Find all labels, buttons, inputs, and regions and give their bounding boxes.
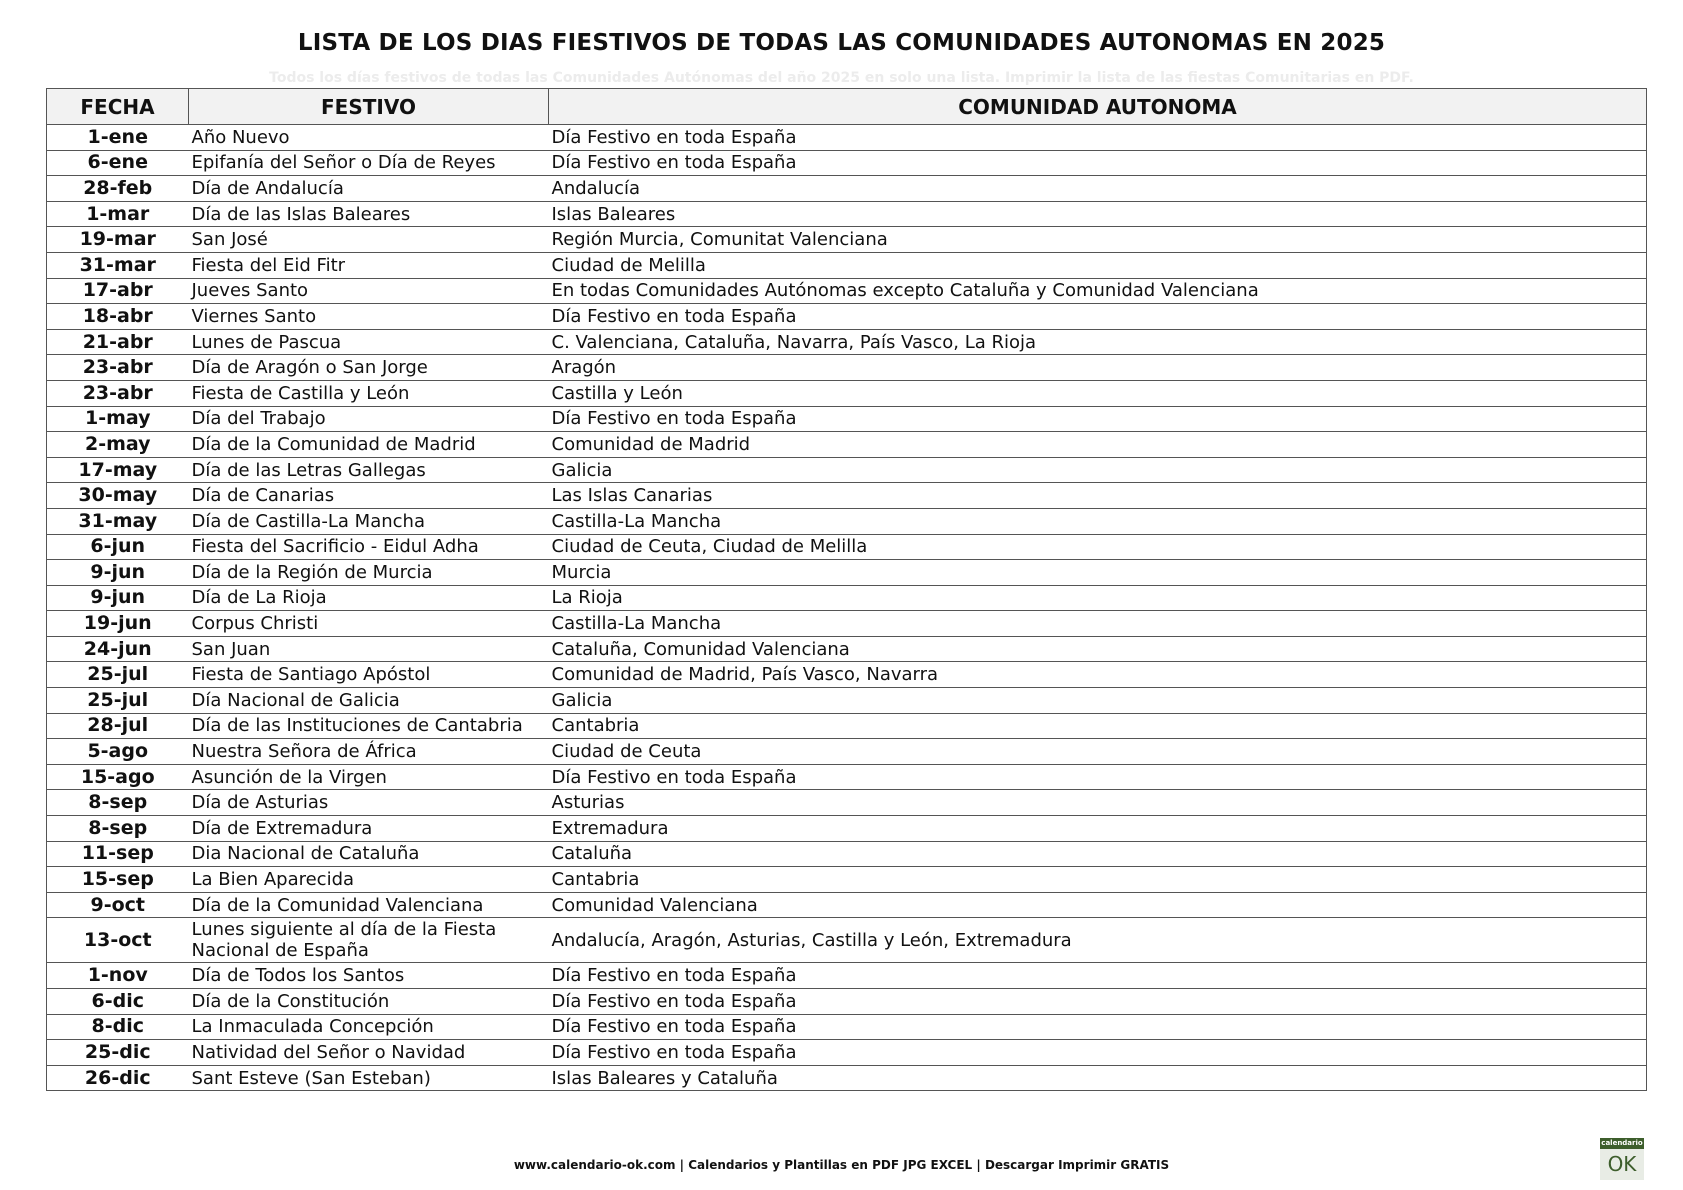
row-fecha: 17-abr (47, 278, 189, 304)
table-row (47, 816, 1647, 842)
table-row (47, 304, 1647, 330)
table-row (47, 892, 1647, 918)
row-festivo: Día Nacional de Galicia (189, 688, 549, 714)
row-fecha: 8-sep (47, 790, 189, 816)
row-fecha: 31-mar (47, 252, 189, 278)
row-comunidad: Comunidad de Madrid, País Vasco, Navarra (549, 662, 1647, 688)
row-fecha: 19-mar (47, 227, 189, 253)
row-comunidad: Cantabria (549, 867, 1647, 893)
row-festivo: Lunes de Pascua (189, 329, 549, 355)
table-row (47, 764, 1647, 790)
row-fecha: 6-dic (47, 989, 189, 1015)
row-fecha: 1-nov (47, 963, 189, 989)
row-comunidad: Galicia (549, 457, 1647, 483)
row-festivo: San Juan (189, 636, 549, 662)
header-festivo: FESTIVO (189, 89, 549, 125)
logo-main-text: OK (1600, 1149, 1644, 1180)
row-comunidad: Día Festivo en toda España (549, 989, 1647, 1015)
row-comunidad: Cataluña, Comunidad Valenciana (549, 636, 1647, 662)
table-row (47, 125, 1647, 151)
table-row (47, 432, 1647, 458)
table-row (47, 508, 1647, 534)
row-festivo: Día de Canarias (189, 483, 549, 509)
table-row (47, 790, 1647, 816)
table-row (47, 963, 1647, 989)
row-comunidad: C. Valenciana, Cataluña, Navarra, País Vasco, La Rioja (549, 329, 1647, 355)
table-row (47, 227, 1647, 253)
row-comunidad: Cataluña (549, 841, 1647, 867)
table-row (47, 329, 1647, 355)
row-comunidad: Asturias (549, 790, 1647, 816)
row-fecha: 8-dic (47, 1014, 189, 1040)
row-fecha: 19-jun (47, 611, 189, 637)
row-comunidad: Región Murcia, Comunitat Valenciana (549, 227, 1647, 253)
row-fecha: 23-abr (47, 355, 189, 381)
row-festivo: Nuestra Señora de África (189, 739, 549, 765)
row-fecha: 5-ago (47, 739, 189, 765)
row-fecha: 18-abr (47, 304, 189, 330)
table-row (47, 176, 1647, 202)
row-festivo: San José (189, 227, 549, 253)
table-row (47, 585, 1647, 611)
row-fecha: 25-jul (47, 662, 189, 688)
page-subtitle: Todos los días festivos de todas las Comunidades Autónomas del año 2025 en solo una lista. Imprimir la lista de las fiestas Comunitarias en PDF. (269, 70, 1414, 86)
row-comunidad: Comunidad de Madrid (549, 432, 1647, 458)
row-fecha: 28-jul (47, 713, 189, 739)
calendario-ok-logo (1600, 1138, 1644, 1180)
row-fecha: 8-sep (47, 816, 189, 842)
row-festivo: Fiesta del Sacrificio - Eidul Adha (189, 534, 549, 560)
row-festivo: Viernes Santo (189, 304, 549, 330)
row-festivo: Asunción de la Virgen (189, 764, 549, 790)
table-row (47, 611, 1647, 637)
row-comunidad: Día Festivo en toda España (549, 125, 1647, 151)
row-comunidad: Islas Baleares y Cataluña (549, 1065, 1647, 1091)
row-comunidad: Ciudad de Ceuta, Ciudad de Melilla (549, 534, 1647, 560)
row-festivo: Día de La Rioja (189, 585, 549, 611)
row-festivo: Día de las Instituciones de Cantabria (189, 713, 549, 739)
table-row (47, 841, 1647, 867)
row-fecha: 1-ene (47, 125, 189, 151)
row-festivo: Fiesta del Eid Fitr (189, 252, 549, 278)
row-fecha: 21-abr (47, 329, 189, 355)
row-comunidad: En todas Comunidades Autónomas excepto Cataluña y Comunidad Valenciana (549, 278, 1647, 304)
header-comunidad: COMUNIDAD AUTONOMA (549, 89, 1647, 125)
row-fecha: 9-jun (47, 585, 189, 611)
table-row (47, 662, 1647, 688)
row-fecha: 9-jun (47, 560, 189, 586)
table-row (47, 713, 1647, 739)
table-header-row (47, 89, 1647, 125)
row-comunidad: La Rioja (549, 585, 1647, 611)
row-festivo: Sant Esteve (San Esteban) (189, 1065, 549, 1091)
table-row (47, 918, 1647, 963)
table-row (47, 483, 1647, 509)
table-row (47, 1065, 1647, 1091)
row-fecha: 15-sep (47, 867, 189, 893)
row-festivo: Epifanía del Señor o Día de Reyes (189, 150, 549, 176)
row-festivo: La Inmaculada Concepción (189, 1014, 549, 1040)
row-comunidad: Extremadura (549, 816, 1647, 842)
table-row (47, 252, 1647, 278)
row-comunidad: Ciudad de Ceuta (549, 739, 1647, 765)
row-festivo: Fiesta de Santiago Apóstol (189, 662, 549, 688)
table-row (47, 406, 1647, 432)
row-festivo: Día de Extremadura (189, 816, 549, 842)
holidays-table (46, 88, 1647, 1091)
row-festivo: Día de la Constitución (189, 989, 549, 1015)
row-festivo: Día de Todos los Santos (189, 963, 549, 989)
table-row (47, 739, 1647, 765)
row-comunidad: Día Festivo en toda España (549, 1040, 1647, 1066)
row-festivo: Dia Nacional de Cataluña (189, 841, 549, 867)
table-row (47, 1040, 1647, 1066)
table-row (47, 867, 1647, 893)
row-fecha: 25-jul (47, 688, 189, 714)
row-fecha: 15-ago (47, 764, 189, 790)
row-festivo: Día de las Islas Baleares (189, 201, 549, 227)
row-fecha: 31-may (47, 508, 189, 534)
row-fecha: 17-may (47, 457, 189, 483)
row-comunidad: Andalucía (549, 176, 1647, 202)
row-fecha: 6-ene (47, 150, 189, 176)
row-festivo: Día del Trabajo (189, 406, 549, 432)
row-festivo: Día de Castilla-La Mancha (189, 508, 549, 534)
row-comunidad: Día Festivo en toda España (549, 406, 1647, 432)
row-comunidad: Día Festivo en toda España (549, 963, 1647, 989)
row-comunidad: Día Festivo en toda España (549, 150, 1647, 176)
table-row (47, 201, 1647, 227)
row-festivo: Natividad del Señor o Navidad (189, 1040, 549, 1066)
row-fecha: 28-feb (47, 176, 189, 202)
row-festivo: Día de Andalucía (189, 176, 549, 202)
row-festivo: Día de la Comunidad de Madrid (189, 432, 549, 458)
row-comunidad: Aragón (549, 355, 1647, 381)
row-comunidad: Comunidad Valenciana (549, 892, 1647, 918)
row-festivo: Día de las Letras Gallegas (189, 457, 549, 483)
table-row (47, 560, 1647, 586)
row-comunidad: Castilla-La Mancha (549, 611, 1647, 637)
row-comunidad: Murcia (549, 560, 1647, 586)
row-comunidad: Ciudad de Melilla (549, 252, 1647, 278)
row-festivo: Año Nuevo (189, 125, 549, 151)
header-fecha: FECHA (47, 89, 189, 125)
row-festivo: La Bien Aparecida (189, 867, 549, 893)
row-comunidad: Cantabria (549, 713, 1647, 739)
row-fecha: 6-jun (47, 534, 189, 560)
row-fecha: 25-dic (47, 1040, 189, 1066)
table-row (47, 380, 1647, 406)
row-festivo: Día de Asturias (189, 790, 549, 816)
row-fecha: 26-dic (47, 1065, 189, 1091)
row-fecha: 13-oct (47, 918, 189, 963)
row-fecha: 11-sep (47, 841, 189, 867)
row-comunidad: Las Islas Canarias (549, 483, 1647, 509)
row-comunidad: Día Festivo en toda España (549, 764, 1647, 790)
row-fecha: 1-mar (47, 201, 189, 227)
table-row (47, 688, 1647, 714)
row-comunidad: Día Festivo en toda España (549, 304, 1647, 330)
row-comunidad: Galicia (549, 688, 1647, 714)
row-festivo: Fiesta de Castilla y León (189, 380, 549, 406)
row-fecha: 30-may (47, 483, 189, 509)
table-row (47, 534, 1647, 560)
row-festivo: Jueves Santo (189, 278, 549, 304)
row-comunidad: Día Festivo en toda España (549, 1014, 1647, 1040)
row-festivo: Día de la Región de Murcia (189, 560, 549, 586)
row-fecha: 9-oct (47, 892, 189, 918)
table-row (47, 457, 1647, 483)
row-comunidad: Islas Baleares (549, 201, 1647, 227)
table-row (47, 1014, 1647, 1040)
table-row (47, 636, 1647, 662)
page-title: LISTA DE LOS DIAS FIESTIVOS DE TODAS LAS COMUNIDADES AUTONOMAS EN 2025 (297, 30, 1386, 56)
row-comunidad: Andalucía, Aragón, Asturias, Castilla y León, Extremadura (549, 918, 1647, 963)
footer-text: www.calendario-ok.com | Calendarios y Plantillas en PDF JPG EXCEL | Descargar Imprimir GRATIS (513, 1158, 1170, 1172)
table-row (47, 278, 1647, 304)
row-comunidad: Castilla-La Mancha (549, 508, 1647, 534)
row-festivo: Día de Aragón o San Jorge (189, 355, 549, 381)
table-row (47, 355, 1647, 381)
row-fecha: 23-abr (47, 380, 189, 406)
row-festivo: Corpus Christi (189, 611, 549, 637)
row-comunidad: Castilla y León (549, 380, 1647, 406)
row-fecha: 1-may (47, 406, 189, 432)
row-festivo: Lunes siguiente al día de la Fiesta Nacional de España (189, 918, 549, 963)
table-row (47, 989, 1647, 1015)
table-row (47, 150, 1647, 176)
row-fecha: 2-may (47, 432, 189, 458)
logo-top-text: calendario (1601, 1139, 1643, 1147)
row-festivo: Día de la Comunidad Valenciana (189, 892, 549, 918)
row-fecha: 24-jun (47, 636, 189, 662)
